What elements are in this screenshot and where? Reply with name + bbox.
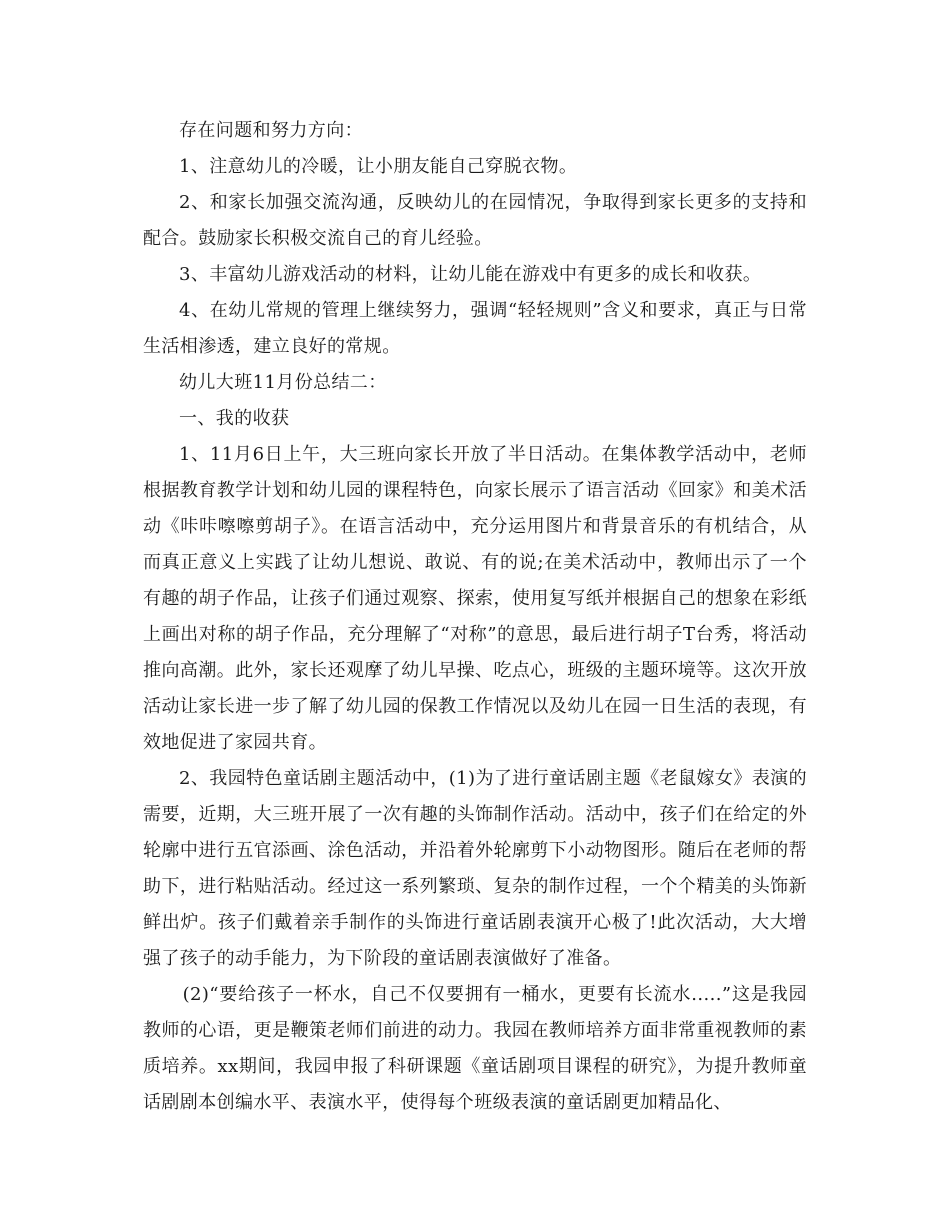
document-body [143, 113, 807, 1121]
paragraph: 1、11月6日上午，大三班向家长开放了半日活动。在集体教学活动中，老师根据教育教学计划和幼儿园的课程特色，向家长展示了语言活动《回家》和美术活动《咔咔嚓嚓剪胡子》。在语言活动中，充分运用图片和背景音乐的有机结合，从而真正意义上实践了让幼儿想说、敢说、有的说;在美术活动中，教师出示了一个有趣的胡子作品，让孩子们通过观察、探索，使用复写纸并根据自己的想象在彩纸上画出对称的胡子作品，充分理解了“对称”的意思，最后进行胡子T台秀，将活动推向高潮。此外，家长还观摩了幼儿早操、吃点心，班级的主题环境等。这次开放活动让家长进一步了解了幼儿园的保教工作情况以及幼儿在园一日生活的表现，有效地促进了家园共育。 [143, 444, 807, 753]
list-item: 3、丰富幼儿游戏活动的材料，让幼儿能在游戏中有更多的成长和收获。 [179, 264, 762, 285]
section-heading-summary-two: 幼儿大班11月份总结二： [179, 372, 387, 393]
list-item: 2、和家长加强交流沟通，反映幼儿的在园情况，争取得到家长更多的支持和配合。鼓励家长积极交流自己的育儿经验。 [143, 192, 807, 249]
list-item: 4、在幼儿常规的管理上继续努力，强调“轻轻规则”含义和要求，真正与日常生活相渗透，建立良好的常规。 [143, 300, 807, 357]
paragraph: 2、我园特色童话剧主题活动中，(1)为了进行童话剧主题《老鼠嫁女》表演的需要，近期，大三班开展了一次有趣的头饰制作活动。活动中，孩子们在给定的外轮廓中进行五官添画、涂色活动，并沿着外轮廓剪下小动物图形。随后在老师的帮助下，进行粘贴活动。经过这一系列繁琐、复杂的制作过程，一个个精美的头饰新鲜出炉。孩子们戴着亲手制作的头饰进行童话剧表演开心极了!此次活动，大大增强了孩子的动手能力，为下阶段的童话剧表演做好了准备。 [143, 768, 807, 969]
paragraph: (2)“要给孩子一杯水，自己不仅要拥有一桶水，更要有长流水.....”这是我园教师的心语，更是鞭策老师们前进的动力。我园在教师培养方面非常重视教师的素质培养。xx期间，我园申报了科研课题《童话剧项目课程的研究》，为提升教师童话剧剧本创编水平、表演水平，使得每个班级表演的童话剧更加精品化、 [143, 984, 807, 1113]
section-heading-problems: 存在问题和努力方向： [179, 120, 363, 141]
list-item: 1、注意幼儿的冷暖，让小朋友能自己穿脱衣物。 [179, 156, 578, 177]
section-heading-gains: 一、我的收获 [179, 408, 290, 429]
